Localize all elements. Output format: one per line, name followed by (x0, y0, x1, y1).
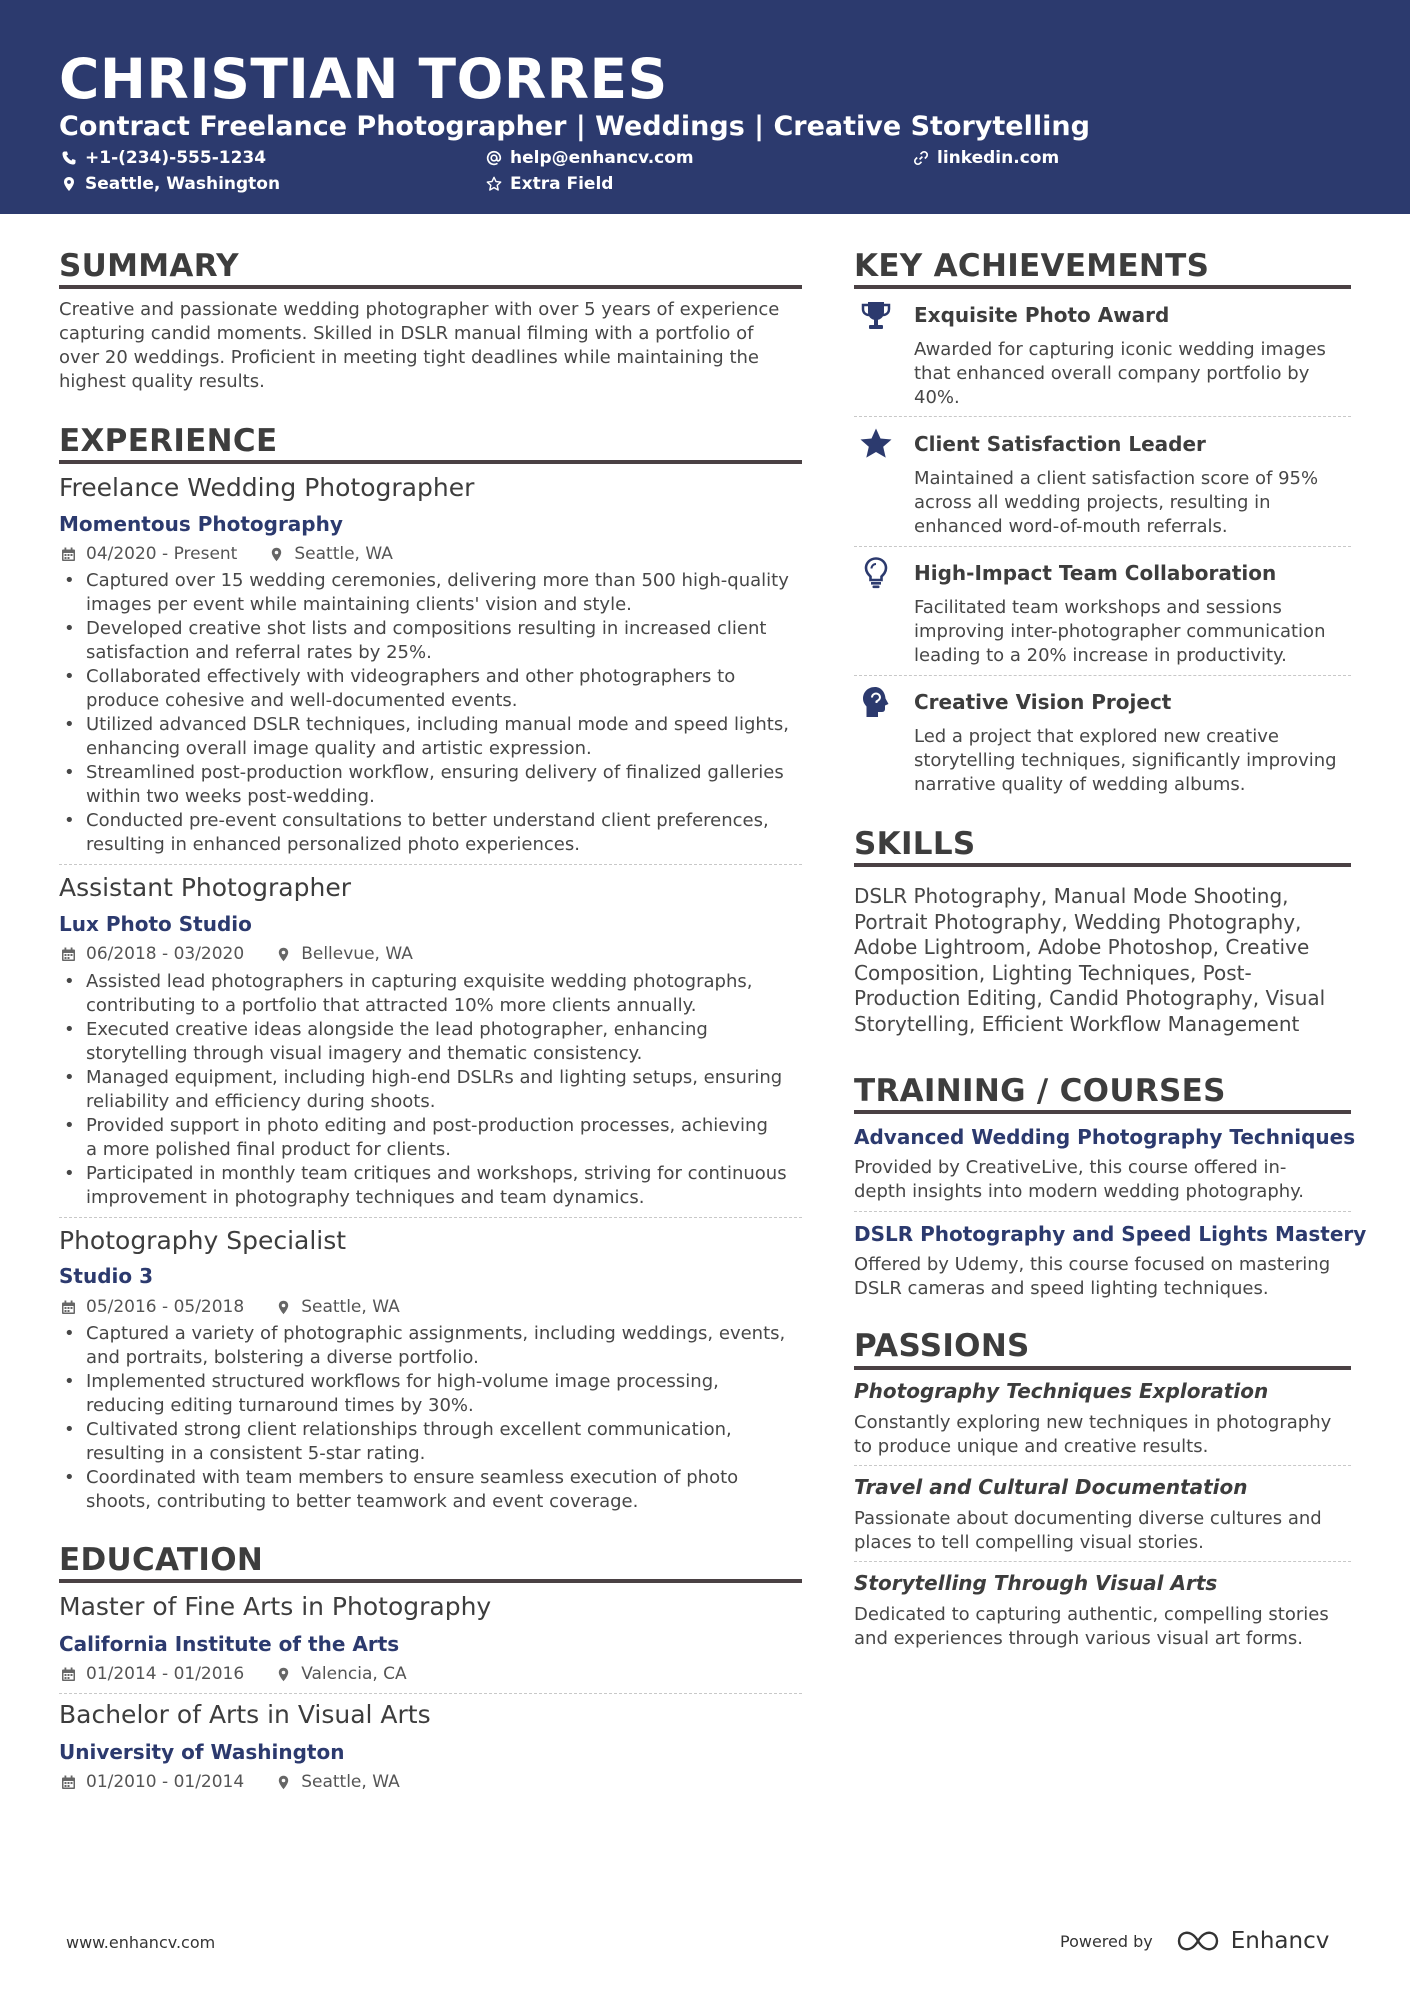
summary-line: highest quality results. (59, 371, 265, 392)
job-company: Studio 3 (59, 1264, 153, 1288)
passion-text: Dedicated to capturing authentic, compelling stories and experiences through various visual art forms. (854, 1604, 1329, 1649)
passion-text: Constantly exploring new techniques in photography to produce unique and creative results. (854, 1412, 1332, 1457)
phone-text: +1-(234)-555-1234 (85, 148, 267, 168)
job-meta (61, 543, 393, 565)
head-icon (859, 685, 893, 719)
training-title: TRAINING / COURSES (854, 1073, 1226, 1109)
job-bullets (59, 569, 819, 857)
passion-divider (854, 1465, 1351, 1466)
job-meta (61, 1296, 400, 1318)
experience-rule (59, 460, 802, 464)
education-degree: Bachelor of Arts in Visual Arts (59, 1700, 431, 1729)
contact-extra (486, 173, 613, 195)
education-title: EDUCATION (59, 1542, 264, 1578)
bullet-item: • Developed creative shot lists and compositions resulting in increased client satisfaction and referral rates by 25%. (59, 617, 819, 665)
location-pin-icon (276, 1775, 291, 1790)
job-location: Seattle, WA (301, 1297, 400, 1317)
location-pin-icon (61, 176, 77, 192)
enhancv-brand[interactable] (1177, 1928, 1330, 1954)
job-role: Photography Specialist (59, 1226, 347, 1255)
bullet-item: • Cultivated strong client relationships through excellent communication, resulting in a consistent 5-star rating. (59, 1418, 819, 1466)
location-pin-icon (276, 947, 291, 962)
at-icon (486, 150, 502, 166)
achievement-title: High-Impact Team Collaboration (914, 561, 1277, 585)
passions-title: PASSIONS (854, 1328, 1030, 1364)
bullet-item: • Managed equipment, including high-end DSLRs and lighting setups, ensuring reliability and efficiency during shoots. (59, 1066, 819, 1114)
bullet-item: • Captured over 15 wedding ceremonies, delivering more than 500 high-quality images per event while maintaining clients' vision and style. (59, 569, 819, 617)
job-divider (59, 1217, 802, 1218)
education-dates: 01/2014 - 01/2016 (86, 1664, 245, 1684)
bullet-item: • Provided support in photo editing and post-production processes, achieving a more polished final product for clients. (59, 1114, 819, 1162)
job-role: Assistant Photographer (59, 873, 351, 902)
footer-branding (1060, 1928, 1329, 1954)
job-meta (61, 943, 413, 965)
summary-text (59, 298, 779, 394)
achievement-title: Exquisite Photo Award (914, 303, 1170, 327)
skills-rule (854, 863, 1351, 867)
link-icon (913, 150, 929, 166)
bullet-item: • Captured a variety of photographic assignments, including weddings, events, and portraits, bolstering a diverse portfolio. (59, 1322, 819, 1370)
job-company: Momentous Photography (59, 512, 343, 536)
achievement-divider (854, 675, 1351, 676)
candidate-name: CHRISTIAN TORRES (59, 47, 668, 111)
education-school: California Institute of the Arts (59, 1632, 400, 1656)
job-role: Freelance Wedding Photographer (59, 473, 475, 502)
summary-line: Creative and passionate wedding photographer with over 5 years of experience (59, 299, 780, 320)
linkedin-text: linkedin.com (937, 148, 1060, 168)
job-bullets (59, 1322, 819, 1514)
lightbulb-icon (859, 556, 893, 590)
achievements-title: KEY ACHIEVEMENTS (854, 248, 1210, 284)
calendar-icon (61, 1300, 76, 1315)
bullet-item: • Collaborated effectively with videographers and other photographers to produce cohesive and well-documented events. (59, 665, 819, 713)
calendar-icon (61, 547, 76, 562)
trophy-icon (859, 299, 893, 333)
job-location: Seattle, WA (294, 544, 393, 564)
bullet-item: • Assisted lead photographers in capturing exquisite wedding photographs, contributing to a portfolio that attracted 10% more clients annually. (59, 970, 819, 1018)
contact-location (61, 173, 280, 195)
achievements-rule (854, 285, 1351, 289)
passion-title: Photography Techniques Exploration (854, 1379, 1269, 1403)
course-text: Offered by Udemy, this course focused on mastering DSLR cameras and speed lighting techniques. (854, 1254, 1331, 1299)
achievement-title: Client Satisfaction Leader (914, 432, 1206, 456)
education-meta (61, 1663, 407, 1685)
summary-title: SUMMARY (59, 248, 239, 284)
skills-title: SKILLS (854, 826, 976, 862)
training-rule (854, 1110, 1351, 1114)
location-pin-icon (276, 1300, 291, 1315)
course-text: Provided by CreativeLive, this course offered in- depth insights into modern wedding photography. (854, 1157, 1304, 1202)
course-title: DSLR Photography and Speed Lights Mastery (854, 1222, 1367, 1246)
education-dates: 01/2010 - 01/2014 (86, 1772, 245, 1792)
bullet-item: • Utilized advanced DSLR techniques, including manual mode and speed lights, enhancing overall image quality and artistic expression. (59, 713, 819, 761)
education-rule (59, 1579, 802, 1583)
contact-phone[interactable] (61, 147, 266, 169)
email-text: help@enhancv.com (510, 148, 694, 168)
job-dates: 06/2018 - 03/2020 (86, 944, 245, 964)
achievement-text: Awarded for capturing iconic wedding images that enhanced overall company portfolio by 40%. (914, 339, 1326, 408)
achievement-title: Creative Vision Project (914, 690, 1172, 714)
course-title: Advanced Wedding Photography Techniques (854, 1125, 1356, 1149)
achievement-text: Maintained a client satisfaction score of 95% across all wedding projects, resulting in enhanced word-of-mouth referrals. (914, 468, 1319, 537)
passion-text: Passionate about documenting diverse cultures and places to tell compelling visual stories. (854, 1508, 1322, 1553)
contact-email[interactable] (486, 147, 694, 169)
education-school: University of Washington (59, 1740, 345, 1764)
job-bullets (59, 970, 819, 1210)
summary-rule (59, 285, 802, 289)
education-location: Seattle, WA (301, 1772, 400, 1792)
passion-title: Storytelling Through Visual Arts (854, 1571, 1218, 1595)
job-location: Bellevue, WA (301, 944, 413, 964)
achievement-text: Facilitated team workshops and sessions improving inter-photographer communication leading to a 20% increase in productivity. (914, 597, 1326, 666)
calendar-icon (61, 1667, 76, 1682)
powered-by-label: Powered by (1060, 1931, 1153, 1951)
passion-title: Travel and Cultural Documentation (854, 1475, 1248, 1499)
job-dates: 05/2016 - 05/2018 (86, 1297, 245, 1317)
star-outline-icon (486, 176, 502, 192)
job-company: Lux Photo Studio (59, 912, 252, 936)
achievement-divider (854, 416, 1351, 417)
summary-line: capturing candid moments. Skilled in DSLR manual filming with a portfolio of (59, 323, 754, 344)
bullet-item: • Participated in monthly team critiques and workshops, striving for continuous improvement in photography techniques and team dynamics. (59, 1162, 819, 1210)
resume-header (0, 0, 1410, 214)
bullet-item: • Coordinated with team members to ensure seamless execution of photo shoots, contributing to better teamwork and event coverage. (59, 1466, 819, 1514)
bullet-item: • Streamlined post-production workflow, ensuring delivery of finalized galleries within two weeks post-wedding. (59, 761, 819, 809)
brand-name: Enhancv (1230, 1928, 1330, 1954)
job-dates: 04/2020 - Present (86, 544, 238, 564)
experience-title: EXPERIENCE (59, 423, 278, 459)
job-divider (59, 864, 802, 865)
education-degree: Master of Fine Arts in Photography (59, 1592, 492, 1621)
bullet-item: • Implemented structured workflows for high-volume image processing, reducing editing turnaround times by 30%. (59, 1370, 819, 1418)
footer-website-link[interactable]: www.enhancv.com (66, 1933, 216, 1952)
calendar-icon (61, 947, 76, 962)
enhancv-logo-icon (1177, 1929, 1223, 1953)
summary-line: over 20 weddings. Proficient in meeting tight deadlines while maintaining the (59, 347, 759, 368)
star-icon (859, 427, 893, 461)
course-divider (854, 1211, 1351, 1212)
achievement-divider (854, 546, 1351, 547)
passions-rule (854, 1366, 1351, 1370)
location-pin-icon (269, 547, 284, 562)
education-meta (61, 1771, 400, 1793)
achievement-text: Led a project that explored new creative storytelling techniques, significantly improving narrative quality of wedding albums. (914, 726, 1337, 795)
location-text: Seattle, Washington (85, 174, 281, 194)
calendar-icon (61, 1775, 76, 1790)
education-divider (59, 1693, 802, 1694)
education-location: Valencia, CA (301, 1664, 407, 1684)
location-pin-icon (276, 1667, 291, 1682)
bullet-item: • Executed creative ideas alongside the lead photographer, enhancing storytelling through visual imagery and thematic consistency. (59, 1018, 819, 1066)
bullet-item: • Conducted pre-event consultations to better understand client preferences, resulting in enhanced personalized photo experiences. (59, 809, 819, 857)
skills-list: DSLR Photography, Manual Mode Shooting, Portrait Photography, Wedding Photography, Adobe Lightroom, Adobe Photoshop, Creative Composition, Lighting Techniques, Post- Production Editing, Candid Photography, Visual Storytelling, Efficient Workflow Management (854, 884, 1326, 1036)
extra-text: Extra Field (510, 174, 614, 194)
passion-divider (854, 1561, 1351, 1562)
phone-icon (61, 150, 77, 166)
contact-linkedin[interactable] (913, 147, 1059, 169)
candidate-headline: Contract Freelance Photographer | Weddings | Creative Storytelling (59, 111, 1090, 142)
